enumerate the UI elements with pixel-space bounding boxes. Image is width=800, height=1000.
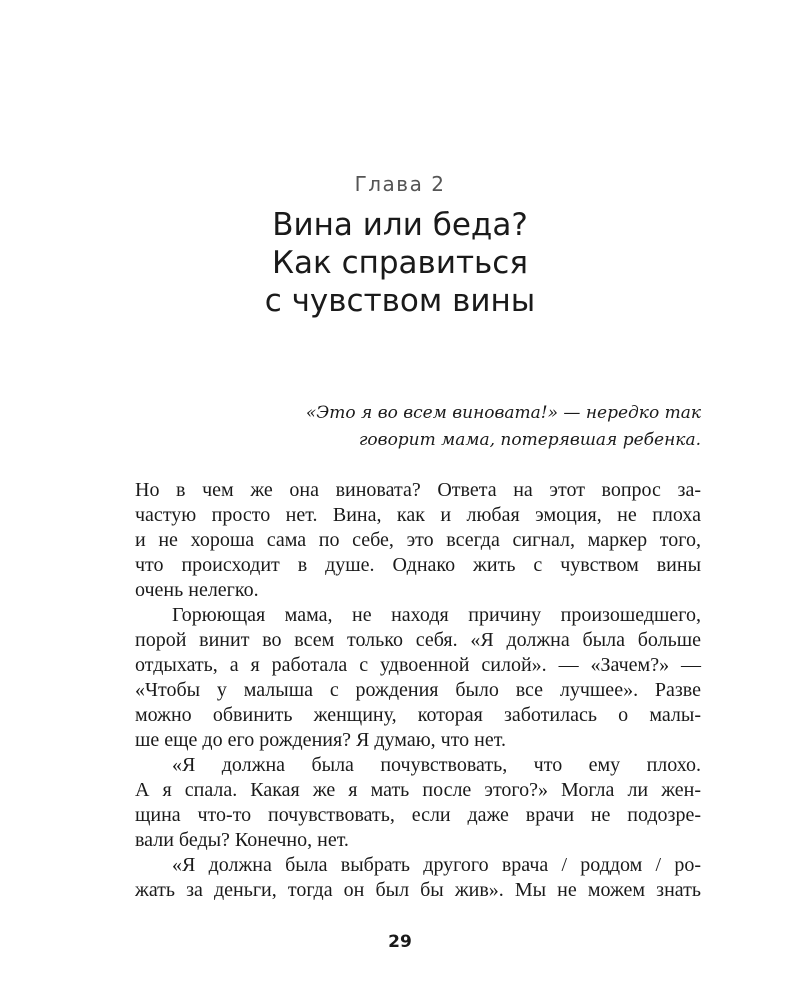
body-line: частую просто нет. Вина, как и любая эмоция, не плоха [135, 504, 701, 526]
body-line: ше еще до его рождения? Я думаю, что нет. [135, 729, 506, 751]
body-line: Но в чем же она виновата? Ответа на этот вопрос за- [135, 479, 701, 501]
body-line: можно обвинить женщину, которая заботилась о малы- [135, 704, 701, 726]
body-line: порой винит во всем только себя. «Я должна была больше [135, 629, 701, 651]
body-line: Горюющая мама, не находя причину произошедшего, [172, 604, 701, 626]
body-line: вали беды? Конечно, нет. [135, 829, 349, 851]
chapter-title-line: Как справиться [271, 245, 528, 281]
epigraph [181, 400, 701, 454]
body-line: очень нелегко. [135, 579, 259, 601]
body-line: и не хороша сама по себе, это всегда сигнал, маркер того, [135, 529, 701, 551]
body-line: щина что-то почувствовать, если даже врачи не подозре- [135, 804, 701, 826]
body-line: А я спала. Какая же я мать после этого?» Могла ли жен- [135, 779, 701, 801]
epigraph-line: говорит мама, потерявшая ребенка. [358, 430, 701, 450]
body-line: «Чтобы у малыша с рождения было все лучшее». Разве [135, 679, 701, 701]
chapter-title-line: с чувством вины [264, 283, 536, 319]
body-line: «Я должна была выбрать другого врача / роддом / ро- [172, 854, 701, 876]
chapter-label: Глава 2 [354, 172, 446, 196]
chapter-title [0, 206, 800, 320]
body-line: «Я должна была почувствовать, что ему плохо. [172, 754, 701, 776]
body-line: что происходит в душе. Однако жить с чувством вины [135, 554, 701, 576]
chapter-title-line: Вина или беда? [272, 207, 528, 243]
body-line: жать за деньги, тогда он был бы жив». Мы не можем знать [135, 879, 701, 901]
epigraph-line: «Это я во всем виновата!» — нередко так [305, 403, 701, 423]
body-line: отдыхать, а я работала с удвоенной силой». — «Зачем?» — [135, 654, 701, 676]
page-number: 29 [388, 932, 412, 952]
body-text [135, 478, 701, 903]
